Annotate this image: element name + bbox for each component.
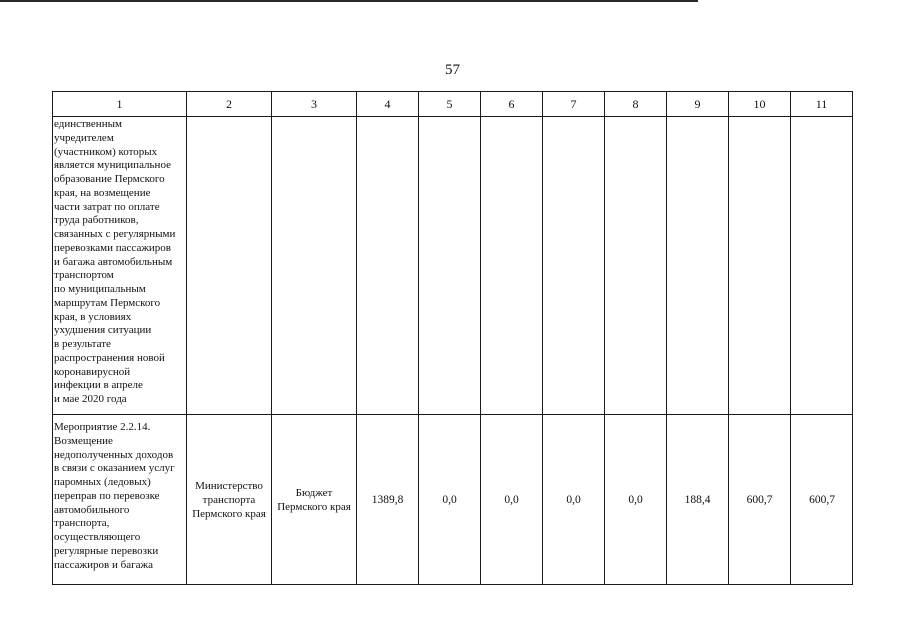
description-line: пассажиров и багажа (54, 558, 153, 571)
description-line: образование Пермского (54, 173, 165, 185)
description-line: учредителем (54, 131, 114, 144)
description-line: регулярные перевозки (54, 544, 159, 557)
column-header: 7 (543, 92, 605, 117)
column-header: 3 (272, 92, 357, 117)
description-line: края, на возмещение (54, 186, 151, 199)
value-cell: 0,0 (543, 415, 605, 585)
description-line: в связи с оказанием услуг (54, 462, 175, 475)
column-header: 1 (53, 92, 187, 117)
description-line: автомобильного (54, 503, 130, 516)
scan-edge-line (0, 0, 698, 2)
description-line: (участником) которых (54, 145, 158, 158)
description-line: края, в условиях (54, 310, 132, 323)
page-number: 57 (445, 62, 460, 78)
description-line: паромных (ледовых) (54, 476, 151, 488)
table-row (53, 415, 853, 585)
description-line: и мае 2020 года (54, 393, 127, 405)
description-line: ухудшения ситуации (54, 324, 152, 337)
empty-cell (729, 117, 791, 415)
value-cell: 600,7 (729, 415, 791, 585)
description-line: связанных с регулярными (54, 228, 176, 240)
executor-line: Пермского края (192, 507, 266, 520)
description-line: переправ по перевозке (54, 489, 160, 502)
column-header: 4 (357, 92, 419, 117)
description-line: коронавирусной (54, 365, 131, 378)
empty-cell (187, 117, 272, 415)
empty-cell (419, 117, 481, 415)
description-line: труда работников, (54, 214, 139, 227)
description-line: по муниципальным (54, 283, 146, 295)
description-line: является муниципальное (54, 159, 171, 172)
value-cell: 600,7 (791, 415, 853, 585)
description-line: и багажа автомобильным (54, 255, 173, 268)
description-line: части затрат по оплате (54, 200, 160, 213)
budget-table (52, 91, 853, 585)
description-line: осуществляющего (54, 531, 141, 543)
description-line: распространения новой (54, 351, 165, 364)
description-cell (53, 415, 187, 585)
funding-source-line: Бюджет (295, 486, 333, 499)
column-header: 9 (667, 92, 729, 117)
empty-cell (357, 117, 419, 415)
column-header: 2 (187, 92, 272, 117)
empty-cell (481, 117, 543, 415)
description-line: транспортом (54, 269, 114, 282)
description-line: единственным (54, 118, 122, 130)
description-line: транспорта, (54, 517, 110, 530)
empty-cell (272, 117, 357, 415)
description-line: инфекции в апреле (54, 379, 143, 392)
executor-cell (187, 415, 272, 585)
description-line: в результате (54, 338, 111, 350)
empty-cell (543, 117, 605, 415)
funding-source-line: Пермского края (277, 500, 351, 513)
value-cell: 0,0 (605, 415, 667, 585)
value-cell: 188,4 (667, 415, 729, 585)
value-cell: 0,0 (481, 415, 543, 585)
description-cell (53, 117, 187, 415)
empty-cell (791, 117, 853, 415)
executor-line: Министерство (195, 479, 263, 492)
funding-source-cell (272, 415, 357, 585)
table-row (53, 117, 853, 415)
column-header: 10 (729, 92, 791, 117)
empty-cell (605, 117, 667, 415)
description-line: маршрутам Пермского (54, 296, 161, 309)
value-cell: 1389,8 (357, 415, 419, 585)
description-line: недополученных доходов (54, 448, 174, 461)
column-header: 8 (605, 92, 667, 117)
description-line: Мероприятие 2.2.14. (54, 421, 151, 433)
description-line: Возмещение (54, 434, 113, 447)
executor-line: транспорта (202, 493, 256, 506)
column-header: 6 (481, 92, 543, 117)
empty-cell (667, 117, 729, 415)
header-row (53, 92, 853, 117)
value-cell: 0,0 (419, 415, 481, 585)
description-line: перевозками пассажиров (54, 241, 172, 254)
column-header: 5 (419, 92, 481, 117)
column-header: 11 (791, 92, 853, 117)
